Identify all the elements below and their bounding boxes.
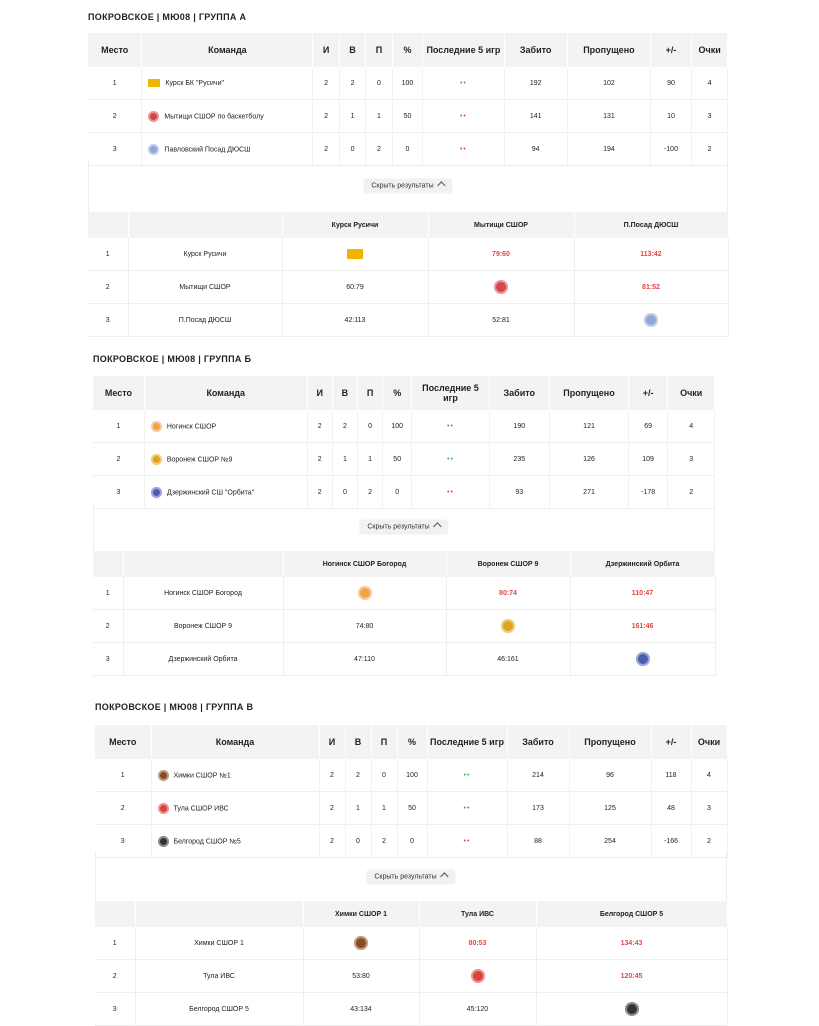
mytishchi-logo-icon <box>148 111 159 122</box>
losses-cell: 0 <box>357 410 382 443</box>
pposad-logo-icon <box>148 144 159 155</box>
results-team-name[interactable]: Тула ИВС <box>135 960 303 993</box>
games-cell: 2 <box>319 792 345 825</box>
col-games-header: И <box>313 33 339 67</box>
conceded-cell: 131 <box>567 100 650 133</box>
wins-cell: 2 <box>339 67 365 100</box>
points-cell: 4 <box>667 410 714 443</box>
table-row[interactable] <box>93 410 715 443</box>
loss-dot-icon: • <box>467 837 471 845</box>
toggle-results-bar <box>95 852 727 902</box>
points-cell: 2 <box>691 133 728 166</box>
losses-cell: 1 <box>371 792 397 825</box>
results-col-header: Химки СШОР 1 <box>303 901 419 927</box>
diff-cell: 48 <box>651 792 691 825</box>
col-points-header: Очки <box>691 33 728 67</box>
score-cell[interactable]: 161:46 <box>570 610 715 643</box>
rusichi-logo-icon <box>148 79 160 87</box>
col-losses-header: П <box>371 725 397 759</box>
standings-table <box>93 376 715 509</box>
col-team-header: Команда <box>142 33 313 67</box>
col-points-header: Очки <box>667 376 714 410</box>
wins-cell: 1 <box>339 100 365 133</box>
win-dot-icon: • <box>450 422 454 430</box>
wins-cell: 0 <box>345 825 371 858</box>
results-place: 3 <box>88 304 128 337</box>
col-place-header: Место <box>93 376 144 410</box>
results-header-row <box>88 212 728 238</box>
games-cell: 2 <box>319 759 345 792</box>
results-team-name[interactable]: Воронеж СШОР 9 <box>123 610 283 643</box>
conceded-cell: 121 <box>549 410 628 443</box>
results-row <box>88 271 728 304</box>
conceded-cell: 126 <box>549 443 628 476</box>
team-name[interactable]: Белгород СШОР №5 <box>173 837 241 845</box>
score-cell[interactable]: 53:80 <box>303 960 419 993</box>
results-diagonal-cell <box>536 993 727 1026</box>
col-scored-header: Забито <box>507 725 569 759</box>
results-col-header: Белгород СШОР 5 <box>536 901 727 927</box>
points-cell: 3 <box>691 100 728 133</box>
loss-dot-icon: • <box>450 488 454 496</box>
results-place: 3 <box>93 643 123 676</box>
results-place: 2 <box>95 960 135 993</box>
results-diagonal-cell <box>282 238 428 271</box>
score-cell[interactable]: 46:161 <box>446 643 570 676</box>
scored-cell: 93 <box>489 476 549 509</box>
score-cell[interactable]: 113:42 <box>574 238 728 271</box>
scored-cell: 235 <box>489 443 549 476</box>
results-row <box>88 304 728 337</box>
table-row[interactable] <box>95 792 727 825</box>
team-cell[interactable] <box>142 67 313 100</box>
results-diagonal-cell <box>570 643 715 676</box>
losses-cell: 1 <box>357 443 382 476</box>
loss-dot-icon: • <box>447 488 451 496</box>
wins-cell: 1 <box>345 792 371 825</box>
diff-cell: 90 <box>651 67 692 100</box>
col-scored-header: Забито <box>489 376 549 410</box>
results-diagonal-cell <box>419 960 536 993</box>
col-wins-header: В <box>339 33 365 67</box>
pct-cell: 50 <box>392 100 423 133</box>
scored-cell: 94 <box>504 133 567 166</box>
results-row <box>93 610 715 643</box>
place-cell: 1 <box>93 410 144 443</box>
games-cell: 2 <box>307 443 332 476</box>
place-cell: 3 <box>95 825 151 858</box>
results-diagonal-cell <box>283 577 446 610</box>
points-cell: 4 <box>691 759 727 792</box>
team-name[interactable]: Мытищи СШОР по баскетболу <box>164 112 264 120</box>
col-scored-header: Забито <box>504 33 567 67</box>
standings-table <box>88 33 728 166</box>
score-cell[interactable]: 60:79 <box>282 271 428 304</box>
games-cell: 2 <box>319 825 345 858</box>
team-cell[interactable] <box>151 759 319 792</box>
results-matrix <box>93 551 716 676</box>
team-name[interactable]: Павловский Посад ДЮСШ <box>164 145 251 153</box>
group-title: ПОКРОВСКОЕ | МЮ08 | ГРУППА В <box>95 702 254 712</box>
col-wins-header: В <box>332 376 357 410</box>
scored-cell: 190 <box>489 410 549 443</box>
points-cell: 2 <box>691 825 727 858</box>
conceded-cell: 125 <box>569 792 651 825</box>
conceded-cell: 96 <box>569 759 651 792</box>
win-dot-icon: • <box>467 771 471 779</box>
win-dot-icon: • <box>459 79 464 87</box>
last5-cell <box>423 100 504 133</box>
results-header-row <box>93 551 715 577</box>
belgorod-logo-icon <box>158 836 169 847</box>
results-corner <box>123 551 283 577</box>
results-col-header: Дзержинский Орбита <box>570 551 715 577</box>
pct-cell: 0 <box>383 476 412 509</box>
voronezh-logo-icon <box>151 454 162 465</box>
results-place: 1 <box>93 577 123 610</box>
loss-dot-icon: • <box>463 837 467 845</box>
hide-results-label[interactable]: Скрыть результаты <box>374 873 437 880</box>
score-cell[interactable]: 42:113 <box>282 304 428 337</box>
col-pct-header: % <box>383 376 412 410</box>
team-cell[interactable] <box>142 100 313 133</box>
diff-cell: 109 <box>629 443 668 476</box>
losses-cell: 2 <box>357 476 382 509</box>
score-cell[interactable]: 74:80 <box>283 610 446 643</box>
points-cell: 3 <box>691 792 727 825</box>
results-place: 2 <box>93 610 123 643</box>
chevron-up-icon <box>437 181 445 189</box>
tula-logo-icon <box>471 969 485 983</box>
points-cell: 2 <box>667 476 714 509</box>
conceded-cell: 102 <box>567 67 650 100</box>
col-last5-header: Последние 5 игр <box>427 725 507 759</box>
col-pct-header: % <box>392 33 423 67</box>
header-row <box>93 376 715 410</box>
results-diagonal-cell <box>574 304 728 337</box>
win-dot-icon: • <box>459 112 464 120</box>
noginsk-logo-icon <box>151 421 162 432</box>
conceded-cell: 194 <box>567 133 650 166</box>
pct-cell: 100 <box>383 410 412 443</box>
pct-cell: 0 <box>397 825 427 858</box>
pct-cell: 0 <box>392 133 423 166</box>
col-conceded-header: Пропущено <box>549 376 628 410</box>
khimki-logo-icon <box>158 770 169 781</box>
win-dot-icon: • <box>447 455 451 463</box>
team-cell[interactable] <box>151 792 319 825</box>
pct-cell: 100 <box>397 759 427 792</box>
col-team-header: Команда <box>151 725 319 759</box>
results-row <box>95 960 727 993</box>
last5-cell <box>427 759 507 792</box>
results-diagonal-cell <box>303 927 419 960</box>
results-team-name[interactable]: Дзержинский Орбита <box>123 643 283 676</box>
results-team-name[interactable]: П.Посад ДЮСШ <box>128 304 282 337</box>
diff-cell: -166 <box>651 825 691 858</box>
col-games-header: И <box>307 376 332 410</box>
col-place-header: Место <box>95 725 151 759</box>
orbita-logo-icon <box>636 652 650 666</box>
results-corner <box>128 212 282 238</box>
col-pct-header: % <box>397 725 427 759</box>
diff-cell: 118 <box>651 759 691 792</box>
hide-results-button[interactable] <box>363 179 452 194</box>
header-row <box>95 725 727 759</box>
pct-cell: 100 <box>392 67 423 100</box>
pposad-logo-icon <box>644 313 658 327</box>
points-cell: 4 <box>691 67 728 100</box>
col-diff-header: +/- <box>651 33 692 67</box>
chevron-up-icon <box>433 522 441 530</box>
tula-logo-icon <box>158 803 169 814</box>
chevron-up-icon <box>440 872 448 880</box>
results-team-name[interactable]: Мытищи СШОР <box>128 271 282 304</box>
games-cell: 2 <box>307 410 332 443</box>
games-cell: 2 <box>313 133 339 166</box>
results-team-name[interactable]: Курск Русичи <box>128 238 282 271</box>
col-games-header: И <box>319 725 345 759</box>
hide-results-label[interactable]: Скрыть результаты <box>371 182 434 190</box>
win-dot-icon: • <box>463 79 467 87</box>
conceded-cell: 254 <box>569 825 651 858</box>
results-row <box>95 927 727 960</box>
khimki-logo-icon <box>354 936 368 950</box>
col-wins-header: В <box>345 725 371 759</box>
col-conceded-header: Пропущено <box>567 33 650 67</box>
hide-results-button[interactable] <box>359 520 448 535</box>
win-dot-icon: • <box>463 771 467 779</box>
score-cell[interactable]: 120:45 <box>536 960 727 993</box>
col-losses-header: П <box>366 33 392 67</box>
place-cell: 2 <box>93 443 144 476</box>
standings-table <box>95 725 728 858</box>
table-row[interactable] <box>88 100 728 133</box>
wins-cell: 0 <box>332 476 357 509</box>
wins-cell: 2 <box>332 410 357 443</box>
team-cell[interactable] <box>144 443 307 476</box>
col-last5-header: Последние 5 игр <box>423 33 504 67</box>
orbita-logo-icon <box>151 487 162 498</box>
scored-cell: 141 <box>504 100 567 133</box>
results-corner <box>95 901 135 927</box>
results-col-header: Курск Русичи <box>282 212 428 238</box>
results-col-header: Мытищи СШОР <box>428 212 574 238</box>
results-row <box>93 577 715 610</box>
diff-cell: -178 <box>629 476 668 509</box>
losses-cell: 2 <box>366 133 392 166</box>
score-cell[interactable]: 79:60 <box>428 238 574 271</box>
results-corner <box>93 551 123 577</box>
pct-cell: 50 <box>397 792 427 825</box>
toggle-results-bar <box>88 160 728 213</box>
rusichi-logo-icon <box>347 249 363 259</box>
win-dot-icon: • <box>450 455 454 463</box>
scored-cell: 173 <box>507 792 569 825</box>
loss-dot-icon: • <box>463 112 467 120</box>
games-cell: 2 <box>307 476 332 509</box>
voronezh-logo-icon <box>501 619 515 633</box>
last5-cell <box>412 410 490 443</box>
wins-cell: 0 <box>339 133 365 166</box>
results-place: 1 <box>95 927 135 960</box>
results-team-name[interactable]: Химки СШОР 1 <box>135 927 303 960</box>
results-col-header: Тула ИВС <box>419 901 536 927</box>
col-diff-header: +/- <box>629 376 668 410</box>
results-place: 1 <box>88 238 128 271</box>
loss-dot-icon: • <box>467 804 471 812</box>
score-cell[interactable]: 52:81 <box>428 304 574 337</box>
team-name[interactable]: Воронеж СШОР №9 <box>166 455 233 463</box>
scored-cell: 192 <box>504 67 567 100</box>
place-cell: 3 <box>88 133 142 166</box>
team-name[interactable]: Тула СШОР ИВС <box>173 804 229 812</box>
col-losses-header: П <box>357 376 382 410</box>
pct-cell: 50 <box>383 443 412 476</box>
results-place: 2 <box>88 271 128 304</box>
last5-cell <box>427 792 507 825</box>
header-row <box>88 33 728 67</box>
toggle-results-bar <box>93 503 715 552</box>
team-name[interactable]: Дзержинский СШ "Орбита" <box>166 488 255 496</box>
results-place: 3 <box>95 993 135 1026</box>
results-diagonal-cell <box>446 610 570 643</box>
losses-cell: 0 <box>366 67 392 100</box>
diff-cell: 69 <box>629 410 668 443</box>
losses-cell: 2 <box>371 825 397 858</box>
col-place-header: Место <box>88 33 142 67</box>
table-row[interactable] <box>95 759 727 792</box>
score-cell[interactable]: 80:74 <box>446 577 570 610</box>
score-cell[interactable]: 45:120 <box>419 993 536 1026</box>
group-title: ПОКРОВСКОЕ | МЮ08 | ГРУППА Б <box>93 354 252 364</box>
col-last5-header: Последние 5 игр <box>412 376 490 410</box>
col-conceded-header: Пропущено <box>569 725 651 759</box>
last5-cell <box>423 67 504 100</box>
points-cell: 3 <box>667 443 714 476</box>
col-diff-header: +/- <box>651 725 691 759</box>
table-row[interactable] <box>93 443 715 476</box>
place-cell: 3 <box>93 476 144 509</box>
games-cell: 2 <box>313 67 339 100</box>
scored-cell: 88 <box>507 825 569 858</box>
score-cell[interactable]: 43:134 <box>303 993 419 1026</box>
win-dot-icon: • <box>447 422 451 430</box>
results-header-row <box>95 901 727 927</box>
table-row[interactable] <box>88 67 728 100</box>
group-title: ПОКРОВСКОЕ | МЮ08 | ГРУППА А <box>88 12 247 22</box>
conceded-cell: 271 <box>549 476 628 509</box>
score-cell[interactable]: 80:53 <box>419 927 536 960</box>
team-cell[interactable] <box>144 410 307 443</box>
team-name[interactable]: Химки СШОР №1 <box>173 771 231 779</box>
results-matrix <box>95 901 728 1026</box>
losses-cell: 1 <box>366 100 392 133</box>
loss-dot-icon: • <box>459 145 464 153</box>
place-cell: 2 <box>88 100 142 133</box>
results-row <box>93 643 715 676</box>
scored-cell: 214 <box>507 759 569 792</box>
results-matrix <box>88 212 729 337</box>
score-cell[interactable]: 110:47 <box>570 577 715 610</box>
belgorod-logo-icon <box>625 1002 639 1016</box>
last5-cell <box>412 443 490 476</box>
losses-cell: 0 <box>371 759 397 792</box>
results-row <box>88 238 728 271</box>
results-diagonal-cell <box>428 271 574 304</box>
score-cell[interactable]: 134:43 <box>536 927 727 960</box>
results-corner <box>88 212 128 238</box>
diff-cell: -100 <box>651 133 692 166</box>
team-name[interactable]: Курск БК "Русичи" <box>165 79 224 87</box>
results-col-header: П.Посад ДЮСШ <box>574 212 728 238</box>
place-cell: 1 <box>88 67 142 100</box>
hide-results-button[interactable] <box>366 869 455 884</box>
win-dot-icon: • <box>463 804 467 812</box>
place-cell: 1 <box>95 759 151 792</box>
team-name[interactable]: Ногинск СШОР <box>166 422 217 430</box>
results-col-header: Ногинск СШОР Богород <box>283 551 446 577</box>
results-row <box>95 993 727 1026</box>
results-corner <box>135 901 303 927</box>
col-points-header: Очки <box>691 725 727 759</box>
results-col-header: Воронеж СШОР 9 <box>446 551 570 577</box>
mytishchi-logo-icon <box>494 280 508 294</box>
results-team-name[interactable]: Ногинск СШОР Богород <box>123 577 283 610</box>
diff-cell: 10 <box>651 100 692 133</box>
hide-results-label[interactable]: Скрыть результаты <box>367 523 430 531</box>
wins-cell: 2 <box>345 759 371 792</box>
col-team-header: Команда <box>144 376 307 410</box>
place-cell: 2 <box>95 792 151 825</box>
noginsk-logo-icon <box>358 586 372 600</box>
score-cell[interactable]: 47:110 <box>283 643 446 676</box>
loss-dot-icon: • <box>463 145 467 153</box>
results-team-name[interactable]: Белгород СШОР 5 <box>135 993 303 1026</box>
wins-cell: 1 <box>332 443 357 476</box>
games-cell: 2 <box>313 100 339 133</box>
score-cell[interactable]: 81:52 <box>574 271 728 304</box>
